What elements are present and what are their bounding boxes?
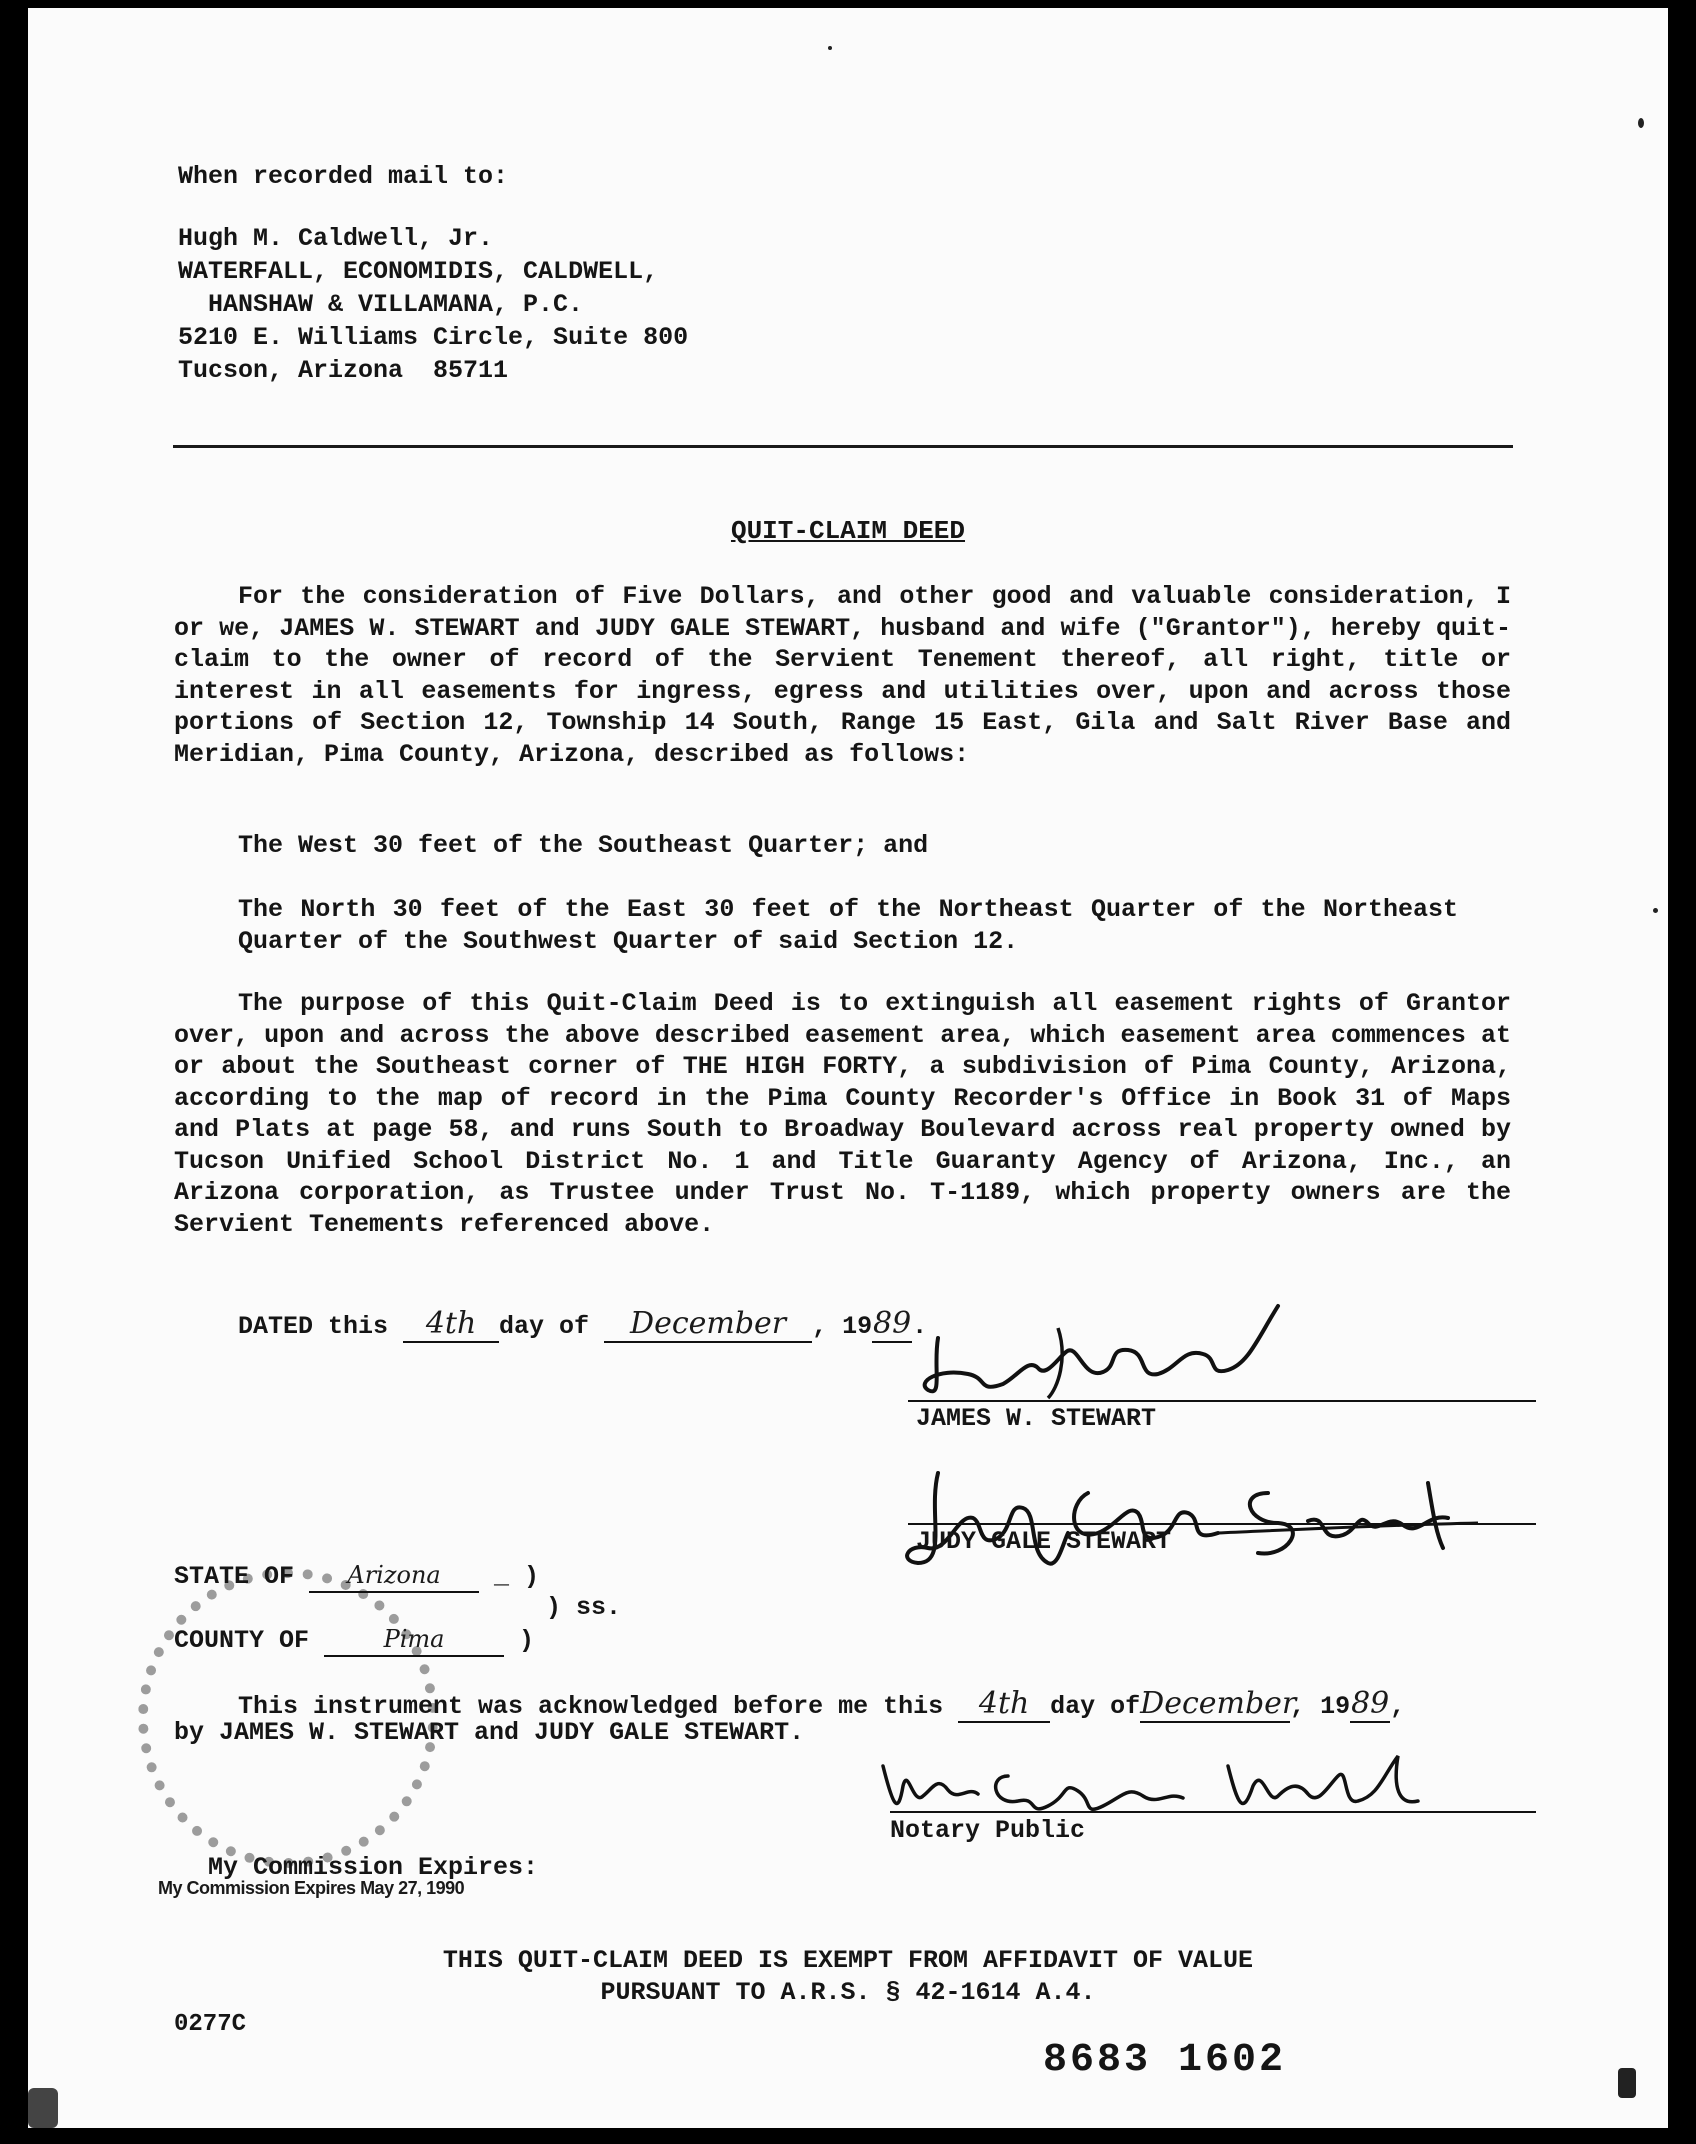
state-field bbox=[309, 1561, 479, 1593]
address-line-4: 5210 E. Williams Circle, Suite 800 bbox=[178, 323, 689, 352]
address-line-2: WATERFALL, ECONOMIDIS, CALDWELL, bbox=[178, 257, 659, 286]
dated-period: . bbox=[912, 1312, 928, 1341]
mail-to-label: When recorded mail to: bbox=[178, 162, 509, 191]
dated-year-field bbox=[872, 1306, 912, 1343]
dated-month: December bbox=[630, 1306, 787, 1341]
form-code: 0277C bbox=[174, 2011, 247, 2038]
exemption-line-2: PURSUANT TO A.R.S. § 42-1614 A.4. bbox=[600, 1978, 1096, 2007]
venue-state bbox=[174, 1561, 539, 1593]
dated-month-field bbox=[604, 1306, 812, 1343]
purpose-paragraph: The purpose of this Quit-Claim Deed is to extinguish all easement rights of Grantor over, upon and across the above described easement area, which easement area commences at or about the Southeast corner of THE HIGH FORTY, a subdivision of Pima County, Arizona, according to the map of record in the Pima County Recorder's Office in Book 31 of Maps and Plats at page 58, and runs South to Broadway Boulevard across real property owned by Tucson Unified School District No. 1 and Title Guaranty Agency of Arizona, Inc., an Arizona corporation, as Trustee under Trust No. T-1189, which property owners are the Servient Tenements referenced above. bbox=[174, 989, 1511, 1239]
county-field bbox=[324, 1625, 504, 1657]
signature-line-james bbox=[908, 1400, 1536, 1402]
signer-name-james: JAMES W. STEWART bbox=[916, 1404, 1157, 1433]
address-line-3: HANSHAW & VILLAMANA, P.C. bbox=[208, 290, 584, 319]
dated-day-field bbox=[403, 1306, 499, 1343]
commission-stamp: My Commission Expires May 27, 1990 bbox=[158, 1878, 465, 1898]
venue-ss: ) ss. bbox=[546, 1593, 622, 1622]
recording-number: 8683 1602 bbox=[1043, 2038, 1287, 2083]
document-title: QUIT-CLAIM DEED bbox=[730, 516, 966, 546]
document-page bbox=[28, 8, 1668, 2128]
ack-day: 4th bbox=[978, 1686, 1030, 1721]
county-label: COUNTY OF bbox=[174, 1626, 310, 1655]
signer-name-judy: JUDY GALE STEWART bbox=[916, 1527, 1172, 1556]
legal-description-2: The North 30 feet of the East 30 feet of the Northeast Quarter of the Northeast Quarter of the Southwest Quarter of said Section 12. bbox=[238, 895, 1458, 956]
state-label: STATE OF bbox=[174, 1562, 295, 1591]
consideration-paragraph: For the consideration of Five Dollars, and other good and valuable consideration, I or we, JAMES W. STEWART and JUDY GALE STEWART, husband and wife ("Grantor"), hereby quit-claim to the owner of record of the Servient Tenement thereof, all right, title or interest in all easements for ingress, egress and utilities over, upon and across those portions of Section 12, Township 14 South, Range 15 East, Gila and Salt River Base and Meridian, Pima County, Arizona, described as follows: bbox=[174, 582, 1511, 769]
signature-notary bbox=[878, 1746, 1458, 1826]
ack-day-field bbox=[958, 1686, 1050, 1723]
signature-line-notary bbox=[890, 1811, 1536, 1813]
state-value: Arizona bbox=[347, 1561, 441, 1589]
county-suffix: ) bbox=[504, 1626, 535, 1655]
commission-expires-label: My Commission Expires: bbox=[208, 1853, 539, 1882]
state-suffix: _ ) bbox=[479, 1562, 540, 1591]
dated-day-label: day of bbox=[499, 1312, 590, 1341]
ack-year: 89 bbox=[1351, 1686, 1390, 1721]
return-address-block bbox=[178, 160, 688, 387]
ack-month-field bbox=[1140, 1686, 1297, 1723]
address-line-1: Hugh M. Caldwell, Jr. bbox=[178, 224, 494, 253]
address-line-5: Tucson, Arizona 85711 bbox=[178, 356, 509, 385]
ack-year-field bbox=[1350, 1686, 1390, 1723]
ack-year-prefix: , 19 bbox=[1290, 1692, 1351, 1721]
ack-day-label: day of bbox=[1050, 1692, 1141, 1721]
signature-judy-stewart bbox=[888, 1463, 1488, 1573]
dated-day: 4th bbox=[425, 1306, 477, 1341]
dated-year-prefix: , 19 bbox=[812, 1312, 873, 1341]
county-value: Pima bbox=[383, 1625, 445, 1653]
venue-county bbox=[174, 1625, 534, 1657]
exemption-notice bbox=[28, 1945, 1668, 2009]
legal-description-1: The West 30 feet of the Southeast Quarter; and bbox=[238, 831, 929, 860]
signature-james-stewart bbox=[908, 1298, 1328, 1408]
header-divider bbox=[173, 445, 1513, 448]
exemption-line-1: THIS QUIT-CLAIM DEED IS EXEMPT FROM AFFIDAVIT OF VALUE bbox=[442, 1946, 1254, 1975]
ack-prefix: This instrument was acknowledged before me this bbox=[238, 1692, 944, 1721]
dated-label: DATED this bbox=[238, 1312, 389, 1341]
acknowledgment-by-line: by JAMES W. STEWART and JUDY GALE STEWART. bbox=[174, 1718, 805, 1747]
ack-month: December bbox=[1140, 1686, 1297, 1721]
notary-public-label: Notary Public bbox=[890, 1816, 1086, 1845]
signature-line-judy bbox=[908, 1523, 1536, 1525]
dated-year: 89 bbox=[873, 1306, 912, 1341]
ack-comma: , bbox=[1390, 1692, 1406, 1721]
dated-line bbox=[238, 1306, 927, 1343]
